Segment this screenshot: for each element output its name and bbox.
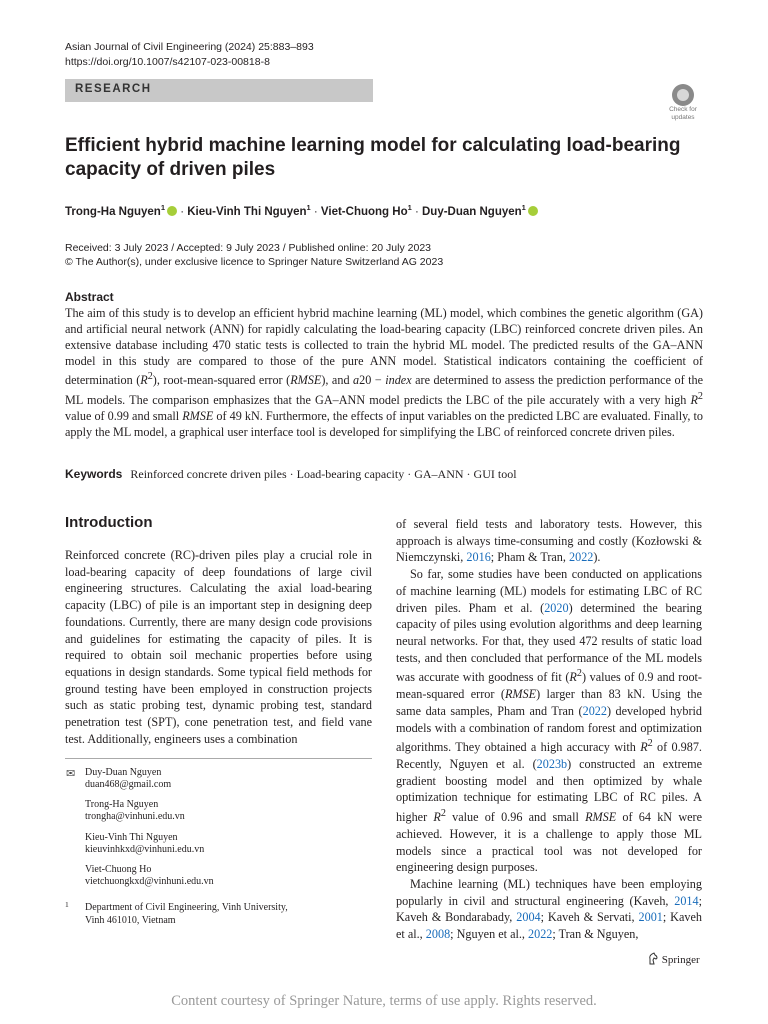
courtesy-notice: Content courtesy of Springer Nature, terms of use apply. Rights reserved. — [171, 993, 597, 1009]
article-title: Efficient hybrid machine learning model for calculating load-bearing capacity of driven piles — [65, 135, 681, 180]
author-separator: · — [310, 205, 321, 218]
paragraph: Machine learning (ML) techniques have been employing popularly in civil and structural engineering (Kaveh, 2014; Kaveh & Bondarabady, 2004; Kaveh & Servati, 2001; Kaveh et al., 2008; Nguyen et al., 2022; Tran & Nguyen, — [396, 876, 702, 942]
affiliation-line-1: Department of Civil Engineering, Vinh University, — [85, 902, 288, 913]
author-affiliation-mark: 1 — [160, 203, 166, 212]
check-for-updates-icon — [672, 84, 694, 106]
author-affiliation-mark: 1 — [306, 203, 311, 212]
section-label: RESEARCH — [75, 83, 152, 95]
copyright-line: © The Author(s), under exclusive licence to Springer Nature Switzerland AG 2023 — [65, 256, 444, 268]
springer-horse-icon — [648, 952, 659, 965]
author-name[interactable]: Kieu-Vinh Thi Nguyen — [187, 205, 307, 218]
paragraph: of several field tests and laboratory tests. However, this approach is always time-consuming and costly (Kozłowski & Niemczynski, 2016; Pham & Tran, 2022). — [396, 517, 702, 565]
contact-email[interactable]: vietchuongkxd@vinhuni.edu.vn — [85, 876, 214, 887]
contact-name: Duy-Duan Nguyen — [85, 767, 162, 778]
badge-line-1: Check for — [669, 106, 697, 113]
author-name[interactable]: Viet-Chuong Ho — [320, 205, 408, 218]
journal-header — [65, 40, 314, 70]
abstract-heading: Abstract — [65, 290, 114, 304]
publication-info — [65, 241, 443, 269]
author-affiliation-mark: 1 — [407, 203, 412, 212]
affiliation — [65, 902, 365, 927]
author-name[interactable]: Duy-Duan Nguyen — [422, 205, 522, 218]
abstract-body: The aim of this study is to develop an efficient hybrid machine learning (ML) model, which combines the genetic algorithm (GA) and artificial neural network (ANN) for rapidly calculating the load-bearing capacity (LBC) reinforced concrete driven piles. An extensive database including 470 static tests is collected to train the hybrid ML model. The predicted results of the GA–ANN model in this study are compared to those of the pure ANN model. Statistical indicators containing the coefficient of determination $(R^2)$, root-mean-squared error (RMSE), and a20 − index are determined to assess the prediction performance of the ML models. The comparison emphasizes that the GA–ANN model predicts the LBC of the pile accurately with a very high $R^2$ value of 0.99 and small RMSE of 49 kN. Furthermore, the effects of input variables on the predicted LBC are evaluated. Finally, to apply the ML model, a graphical user interface tool is developed for simplifying the LBC of reinforced concrete driven piles. — [65, 306, 704, 439]
publisher-name: Springer — [661, 954, 700, 966]
contact-email[interactable]: kieuvinhkxd@vinhuni.edu.vn — [85, 844, 205, 855]
badge-line-2: updates — [671, 113, 695, 121]
affiliation-number: 1 — [65, 900, 69, 909]
author-affiliation-mark: 1 — [521, 203, 526, 212]
contact-name: Viet-Chuong Ho — [85, 864, 152, 875]
journal-doi[interactable]: https://doi.org/10.1007/s42107-023-00818-8 — [65, 56, 270, 68]
keywords — [65, 467, 517, 482]
orcid-icon[interactable] — [528, 206, 538, 216]
author-separator: · — [411, 205, 422, 218]
keywords-label: Keywords — [65, 467, 123, 481]
section-label-bar — [65, 79, 373, 102]
author-separator: · — [177, 205, 188, 218]
contact-name: Trong-Ha Nguyen — [85, 799, 159, 810]
introduction-column-1: Reinforced concrete (RC)-driven piles play a crucial role in load-bearing capacity of deep foundations of large civil engineering structures. Calculating the axial load-bearing capacity (LBC) of pile is an important step in designing deep foundations. Currently, there are many design code provisions and guidelines for estimating the capacity of piles. It is required to obtain soil mechanic properties before using equations in design standards. Some typical field methods for ground testing have been employed in construction projects such as static probing test, dynamic probing test, standard penetration test (SPT), cone penetration test, and field vane test. Additionally, engineers uses a combination — [65, 548, 372, 746]
contact-email[interactable]: trongha@vinhuni.edu.vn — [85, 811, 185, 822]
publisher-logo — [648, 952, 700, 966]
introduction-heading: Introduction — [65, 514, 153, 531]
contact-email[interactable]: duan468@gmail.com — [85, 779, 172, 790]
footnote-divider — [65, 758, 372, 759]
introduction-column-2 — [396, 516, 702, 943]
keywords-text: Reinforced concrete driven piles · Load-bearing capacity · GA–ANN · GUI tool — [130, 467, 517, 481]
affiliation-line-2: Vinh 461010, Vietnam — [85, 914, 176, 926]
contact-name: Kieu-Vinh Thi Nguyen — [85, 832, 178, 843]
paragraph: So far, some studies have been conducted on applications of machine learning (ML) models for estimating LBC of RC driven piles. Pham et al. (2020) determined the bearing capacity of piles using evolution algorithms and deep learning neural networks. For that, they used 472 results of static load tests, and then concluded that performance of the ML models was accurate with goodness of fit $(R^2)$ values of 0.9 and root-mean-squared error (RMSE) larger than 83 kN. Using the same data samples, Pham and Tran (2022) developed hybrid models with a combination of random forest and optimization algorithms. They obtained a high accuracy with $R^2$ of 0.987. Recently, Nguyen et al. (2023b) constructed an extreme gradient boosting model and then optimized by whale optimization technique for estimating LBC of RC piles. A higher $R^2$ value of 0.96 and small RMSE of 64 kN were achieved. However, it is a challenge to apply those ML models since a practical tool was not developed for engineering design purposes. — [396, 567, 703, 875]
publication-dates: Received: 3 July 2023 / Accepted: 9 July 2023 / Published online: 20 July 2023 — [65, 242, 431, 254]
author-list — [65, 203, 538, 218]
author-name[interactable]: Trong-Ha Nguyen — [65, 205, 161, 218]
envelope-icon: ✉ — [66, 768, 76, 780]
journal-citation: Asian Journal of Civil Engineering (2024) 25:883–893 — [65, 41, 314, 53]
orcid-icon[interactable] — [167, 206, 177, 216]
check-for-updates-badge[interactable] — [664, 84, 702, 124]
